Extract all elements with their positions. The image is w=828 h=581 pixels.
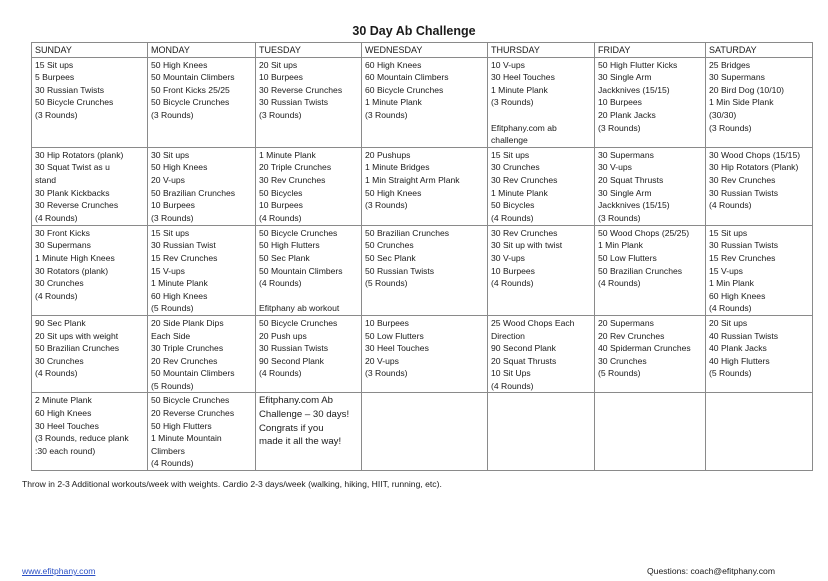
exercise-line: 15 V-ups [151, 265, 185, 276]
exercise-line: (3 Rounds) [365, 368, 408, 379]
exercise-line: 40 High Flutters [709, 355, 770, 366]
exercise-line: (3 Rounds) [151, 109, 194, 120]
exercise-line: 40 Plank Jacks [709, 343, 767, 354]
exercise-line: 10 Burpees [151, 200, 195, 211]
exercise-line: 30 Squat Twist as u [35, 162, 110, 173]
exercise-line: 30 Sit ups [151, 149, 190, 160]
exercise-line: (5 Rounds) [365, 278, 408, 289]
exercise-line: 30 Crunches [35, 355, 84, 366]
exercise-line: 20 Plank Jacks [598, 109, 656, 120]
exercise-line: (5 Rounds) [151, 380, 194, 391]
exercise-line: 20 Sit ups [259, 59, 298, 70]
exercise-line: 50 Sec Plank [365, 252, 416, 263]
day-cell [362, 147, 488, 225]
exercise-line: (4 Rounds) [709, 303, 752, 314]
exercise-line: 60 High Knees [365, 59, 422, 70]
day-cell [256, 225, 362, 315]
exercise-line: 30 Plank Kickbacks [35, 187, 110, 198]
exercise-line: 5 Burpees [35, 72, 75, 83]
day-header-tuesday: TUESDAY [256, 43, 362, 58]
exercise-line: 30 Heel Touches [35, 420, 99, 431]
day-cell [362, 393, 488, 471]
exercise-line: 30 V-ups [598, 162, 632, 173]
day-cell [256, 393, 362, 471]
exercise-line: (5 Rounds) [598, 368, 641, 379]
exercise-line: 10 Burpees [598, 97, 642, 108]
exercise-line: 20 Side Plank Dips [151, 317, 224, 328]
day-cell [362, 315, 488, 393]
exercise-line: (4 Rounds) [259, 278, 302, 289]
exercise-line: 30 Rotators (plank) [35, 265, 109, 276]
exercise-line: 30 Reverse Crunches [259, 84, 343, 95]
day-cell [488, 57, 595, 147]
exercise-line: 50 Bicycle Crunches [259, 317, 338, 328]
exercise-line: 60 High Knees [151, 290, 208, 301]
exercise-line: 20 Squat Thrusts [598, 174, 664, 185]
exercise-line: 20 V-ups [365, 355, 399, 366]
exercise-line: 10 V-ups [491, 59, 525, 70]
exercise-line: 1 Minute Plank [365, 97, 422, 108]
day-cell [362, 57, 488, 147]
exercise-line: 50 Mountain Climbers [259, 265, 343, 276]
exercise-line: 30 Supermans [35, 240, 91, 251]
exercise-line: 50 Bicycle Crunches [35, 97, 114, 108]
exercise-line: Challenge – 30 days! [259, 409, 350, 421]
exercise-line: (4 Rounds) [259, 212, 302, 223]
day-header-friday: FRIDAY [595, 43, 706, 58]
exercise-line: 60 High Knees [709, 290, 766, 301]
exercise-line: 50 Crunches [365, 240, 414, 251]
exercise-line: 30 Russian Twists [35, 84, 105, 95]
day-cell [32, 315, 148, 393]
exercise-line: 90 Sec Plank [35, 317, 86, 328]
day-header-monday: MONDAY [148, 43, 256, 58]
exercise-line: 90 Second Plank [491, 343, 556, 354]
exercise-line: 30 Supermans [598, 149, 654, 160]
exercise-line: 50 High Knees [151, 59, 208, 70]
exercise-line: 1 Minute Plank [491, 84, 548, 95]
website-link[interactable]: www.efitphany.com [22, 566, 96, 576]
exercise-line: 20 Sit ups with weight [35, 330, 119, 341]
exercise-line: 30 Rev Crunches [709, 174, 776, 185]
day-cell [32, 57, 148, 147]
exercise-line: 50 Brazilian Crunches [365, 227, 450, 238]
week-row [32, 57, 813, 147]
day-header-saturday: SATURDAY [706, 43, 813, 58]
exercise-line: 20 Rev Crunches [151, 355, 218, 366]
exercise-line: 10 Burpees [259, 72, 303, 83]
day-cell [706, 225, 813, 315]
exercise-line: (4 Rounds) [709, 200, 752, 211]
exercise-line: 1 Min Plank [709, 278, 754, 289]
exercise-line: 20 V-ups [151, 174, 185, 185]
exercise-line: 50 High Knees [365, 187, 422, 198]
day-cell [32, 147, 148, 225]
exercise-line: 30 Russian Twists [709, 187, 779, 198]
exercise-line: (4 Rounds) [151, 458, 194, 469]
day-header-thursday: THURSDAY [488, 43, 595, 58]
exercise-line: Direction [491, 330, 525, 341]
day-cell [595, 225, 706, 315]
week-row [32, 393, 813, 471]
exercise-line: 10 Burpees [365, 317, 409, 328]
contact-email: Questions: coach@efitphany.com [647, 566, 775, 576]
exercise-line: 60 High Knees [35, 408, 92, 419]
exercise-line: Efitphany ab workout [259, 303, 340, 314]
exercise-line: (3 Rounds) [598, 212, 641, 223]
exercise-line: 25 Bridges [709, 59, 751, 70]
exercise-line [259, 290, 358, 303]
exercise-line: 30 Russian Twists [709, 240, 779, 251]
exercise-line: 30 Crunches [491, 162, 540, 173]
exercise-line: Jackknives (15/15) [598, 84, 670, 95]
exercise-line: 15 Rev Crunches [151, 252, 218, 263]
exercise-line: (3 Rounds, reduce plank [35, 433, 129, 444]
day-cell [706, 315, 813, 393]
exercise-line: 25 Wood Chops Each [491, 317, 575, 328]
exercise-line: 50 Brazilian Crunches [151, 187, 236, 198]
exercise-line: 30 Front Kicks [35, 227, 90, 238]
day-cell [32, 393, 148, 471]
exercise-line: 1 Min Side Plank [709, 97, 774, 108]
exercise-line: (3 Rounds) [491, 97, 534, 108]
day-cell [706, 393, 813, 471]
exercise-line: 20 Bird Dog (10/10) [709, 84, 784, 95]
exercise-line: 50 High Flutter Kicks [598, 59, 678, 70]
day-cell [595, 393, 706, 471]
exercise-line: Climbers [151, 445, 185, 456]
day-cell [32, 225, 148, 315]
day-cell [488, 225, 595, 315]
exercise-line: 50 Low Flutters [365, 330, 424, 341]
exercise-line: 50 Low Flutters [598, 252, 657, 263]
day-header-sunday: SUNDAY [32, 43, 148, 58]
exercise-line: (4 Rounds) [35, 290, 78, 301]
exercise-line: 50 Bicycle Crunches [151, 97, 230, 108]
exercise-line: 2 Minute Plank [35, 395, 92, 406]
day-cell [595, 147, 706, 225]
exercise-line: 30 Single Arm [598, 72, 652, 83]
day-cell [488, 147, 595, 225]
exercise-line: 50 Bicycles [259, 187, 303, 198]
exercise-line: (3 Rounds) [151, 212, 194, 223]
exercise-line: 1 Minute High Knees [35, 252, 115, 263]
day-cell [148, 147, 256, 225]
exercise-line: Efitphany.com Ab [259, 395, 333, 407]
exercise-line: Efitphany.com ab [491, 122, 557, 133]
exercise-line: 30 Russian Twist [151, 240, 216, 251]
exercise-line: (5 Rounds) [151, 303, 194, 314]
exercise-line: 90 Second Plank [259, 355, 324, 366]
exercise-line: 40 Spiderman Crunches [598, 343, 691, 354]
exercise-line: 20 Rev Crunches [598, 330, 665, 341]
exercise-line: challenge [491, 135, 528, 146]
day-cell [706, 57, 813, 147]
exercise-line: 30 Heel Touches [491, 72, 555, 83]
exercise-line: stand [35, 174, 57, 185]
exercise-line: made it all the way! [259, 436, 342, 448]
exercise-line: 15 V-ups [709, 265, 743, 276]
exercise-line: 30 Sit up with twist [491, 240, 563, 251]
exercise-line: Jackknives (15/15) [598, 200, 670, 211]
exercise-line: 50 High Flutters [151, 420, 212, 431]
exercise-line: 30 Wood Chops (15/15) [709, 149, 801, 160]
exercise-line: (3 Rounds) [598, 122, 641, 133]
exercise-line: 50 Mountain Climbers [151, 72, 235, 83]
exercise-line: 30 Single Arm [598, 187, 652, 198]
day-cell [595, 315, 706, 393]
exercise-line: 50 Brazilian Crunches [598, 265, 683, 276]
exercise-line [491, 109, 591, 122]
exercise-line: 1 Min Plank [598, 240, 643, 251]
exercise-line: 30 Hip Rotators (Plank) [709, 162, 799, 173]
day-cell [595, 57, 706, 147]
exercise-line: 15 Sit ups [151, 227, 190, 238]
exercise-line: Each Side [151, 330, 191, 341]
exercise-line: 50 Wood Chops (25/25) [598, 227, 690, 238]
exercise-line: 30 Russian Twists [259, 343, 329, 354]
exercise-line: (4 Rounds) [491, 212, 534, 223]
exercise-line: 30 Russian Twists [259, 97, 329, 108]
exercise-line: 1 Min Straight Arm Plank [365, 174, 460, 185]
day-cell [256, 147, 362, 225]
exercise-line: (5 Rounds) [709, 368, 752, 379]
day-cell [148, 315, 256, 393]
exercise-line: 1 Minute Mountain [151, 433, 222, 444]
exercise-line: (4 Rounds) [259, 368, 302, 379]
exercise-line: 10 Sit Ups [491, 368, 531, 379]
week-row [32, 147, 813, 225]
exercise-line: 50 Bicycle Crunches [151, 395, 230, 406]
exercise-line: (3 Rounds) [365, 200, 408, 211]
exercise-line: 1 Minute Plank [491, 187, 548, 198]
exercise-line: 15 Rev Crunches [709, 252, 776, 263]
exercise-line: 20 Pushups [365, 149, 411, 160]
exercise-line: 60 Mountain Climbers [365, 72, 449, 83]
exercise-line: (4 Rounds) [598, 278, 641, 289]
exercise-line: 30 Crunches [35, 278, 84, 289]
day-cell [256, 57, 362, 147]
exercise-line: (3 Rounds) [35, 109, 78, 120]
exercise-line: (4 Rounds) [35, 368, 78, 379]
exercise-line: 1 Minute Plank [259, 149, 316, 160]
exercise-line: 1 Minute Bridges [365, 162, 430, 173]
exercise-line: 10 Burpees [491, 265, 535, 276]
exercise-line: 20 Reverse Crunches [151, 408, 235, 419]
exercise-line: 20 Sit ups [709, 317, 748, 328]
challenge-calendar [31, 42, 813, 471]
day-cell [256, 315, 362, 393]
exercise-line: 50 High Flutters [259, 240, 320, 251]
exercise-line: 15 Sit ups [709, 227, 748, 238]
day-cell [488, 393, 595, 471]
week-row [32, 315, 813, 393]
exercise-line: 30 Crunches [598, 355, 647, 366]
exercise-line: (4 Rounds) [35, 212, 78, 223]
exercise-line: 15 Sit ups [35, 59, 74, 70]
exercise-line: 30 V-ups [491, 252, 525, 263]
exercise-line: 1 Minute Plank [151, 278, 208, 289]
exercise-line: 30 Rev Crunches [491, 174, 558, 185]
day-header-wednesday: WEDNESDAY [362, 43, 488, 58]
day-cell [148, 393, 256, 471]
exercise-line: 30 Rev Crunches [491, 227, 558, 238]
exercise-line: 15 Sit ups [491, 149, 530, 160]
exercise-line: 30 Triple Crunches [151, 343, 224, 354]
exercise-line: 20 Supermans [598, 317, 654, 328]
exercise-line: (3 Rounds) [365, 109, 408, 120]
exercise-line: 10 Burpees [259, 200, 303, 211]
exercise-line: 50 Front Kicks 25/25 [151, 84, 230, 95]
exercise-line: 30 Reverse Crunches [35, 200, 119, 211]
exercise-line: :30 each round) [35, 445, 96, 456]
exercise-line: 30 Hip Rotators (plank) [35, 149, 124, 160]
exercise-line: 40 Russian Twists [709, 330, 779, 341]
exercise-line: (4 Rounds) [491, 380, 534, 391]
exercise-line: (30/30) [709, 109, 737, 120]
day-cell [148, 57, 256, 147]
day-cell [148, 225, 256, 315]
day-header-row [32, 43, 813, 58]
exercise-line: 50 Sec Plank [259, 252, 310, 263]
exercise-line: 60 Bicycle Crunches [365, 84, 444, 95]
exercise-line: (3 Rounds) [709, 122, 752, 133]
day-cell [362, 225, 488, 315]
exercise-line: 50 Bicycles [491, 200, 535, 211]
exercise-line: 50 High Knees [151, 162, 208, 173]
additional-note: Throw in 2-3 Additional workouts/week with weights. Cardio 2-3 days/week (walking, hiking, HIIT, running, etc). [22, 479, 442, 489]
exercise-line: 30 Heel Touches [365, 343, 429, 354]
page-title: 30 Day Ab Challenge [352, 24, 476, 38]
exercise-line: 30 Supermans [709, 72, 765, 83]
exercise-line: 50 Russian Twists [365, 265, 435, 276]
exercise-line: 20 Triple Crunches [259, 162, 332, 173]
day-cell [488, 315, 595, 393]
exercise-line: 50 Brazilian Crunches [35, 343, 120, 354]
exercise-line: (3 Rounds) [259, 109, 302, 120]
exercise-line: (4 Rounds) [491, 278, 534, 289]
exercise-line: 50 Mountain Climbers [151, 368, 235, 379]
exercise-line: 20 Push ups [259, 330, 307, 341]
exercise-line: 30 Rev Crunches [259, 174, 326, 185]
exercise-line: 20 Squat Thrusts [491, 355, 557, 366]
exercise-line: 50 Bicycle Crunches [259, 227, 338, 238]
day-cell [706, 147, 813, 225]
exercise-line: Congrats if you [259, 422, 324, 434]
week-row [32, 225, 813, 315]
